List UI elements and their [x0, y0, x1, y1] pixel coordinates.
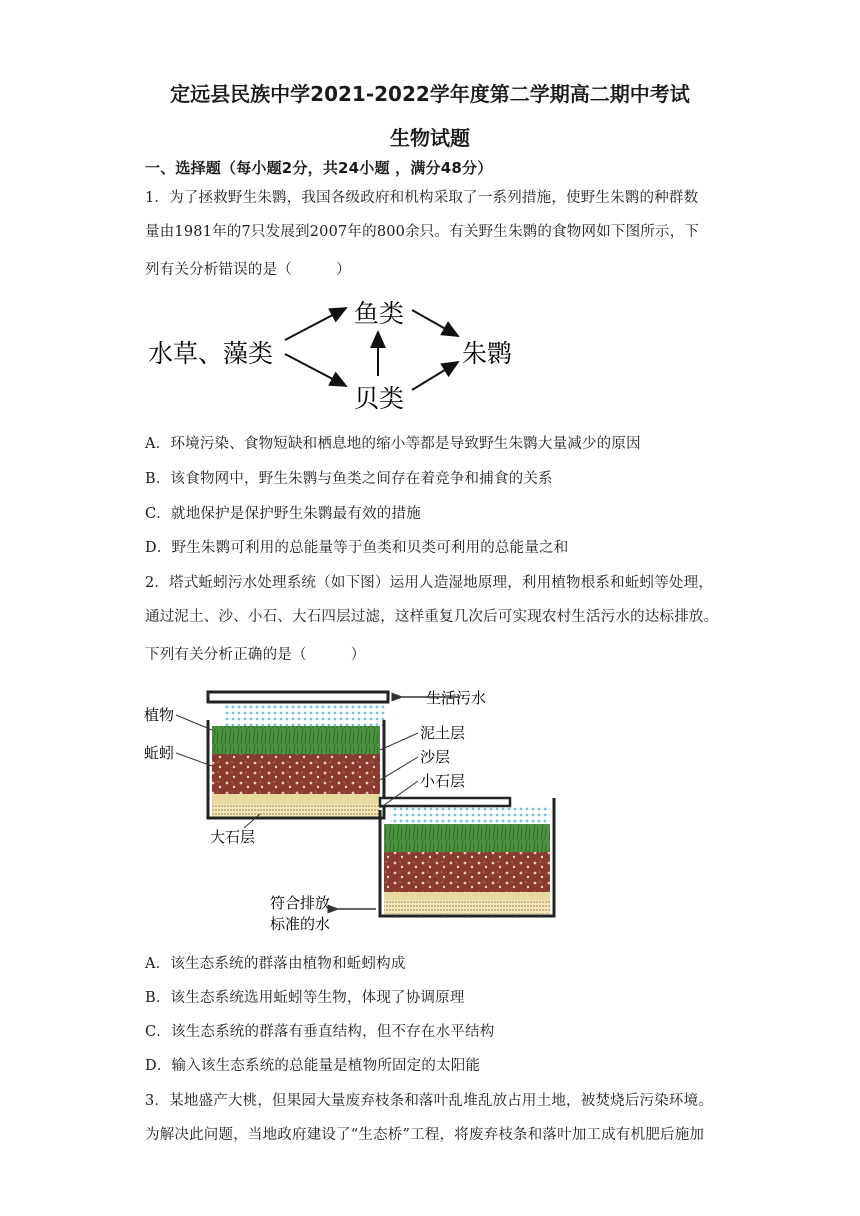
- q1-option-c: C．就地保护是保护野生朱鹮最有效的措施: [145, 506, 421, 522]
- q1-stem-line1: 1．为了拯救野生朱鹮，我国各级政府和机构采取了一系列措施，使野生朱鹮的种群数: [145, 190, 699, 206]
- label-soil: 泥土层: [420, 724, 466, 742]
- node-ibis: 朱鹮: [462, 339, 513, 368]
- arrow-producer-fish: [285, 308, 346, 340]
- q2-option-c: C．该生态系统的群落有垂直结构，但不存在水平结构: [145, 1024, 495, 1040]
- q2-option-a: A．该生态系统的群落由植物和蚯蚓构成: [145, 956, 406, 972]
- q2-stem-line1: 2．塔式蚯蚓污水处理系统（如下图）运用人造湿地原理，利用植物根系和蚯蚓等处理，: [145, 575, 714, 591]
- node-producer: 水草、藻类: [148, 339, 274, 368]
- q1-stem-line2: 量由1981年的7只发展到2007年的800余只。有关野生朱鹮的食物网如下图所示，下: [145, 224, 700, 240]
- q2-stem-line3: 下列有关分析正确的是（ ）: [145, 647, 366, 663]
- q2-stem-line2: 通过泥土、沙、小石、大石四层过滤，这样重复几次后可实现农村生活污水的达标排放。: [145, 609, 719, 625]
- sewage-pipe: [208, 692, 388, 702]
- q1-option-a: A．环境污染、食物短缺和栖息地的缩小等都是导致野生朱鹮大量减少的原因: [145, 436, 641, 452]
- q2-option-d: D．输入该生态系统的总能量是植物所固定的太阳能: [145, 1058, 481, 1074]
- section-heading: 一、选择题（每小题2分，共24小题 ，满分48分）: [145, 159, 493, 177]
- q1-option-d: D．野生朱鹮可利用的总能量等于鱼类和贝类可利用的总能量之和: [145, 540, 569, 556]
- label-stone: 大石层: [210, 828, 256, 846]
- q3-stem-line1: 3．某地盛产大桃，但果园大量废弃枝条和落叶乱堆乱放占用土地，被焚烧后污染环境。: [145, 1093, 714, 1109]
- arrow-shellfish-ibis: [412, 362, 458, 390]
- q1-option-b: B．该食物网中，野生朱鹮与鱼类之间存在着竞争和捕食的关系: [145, 471, 553, 487]
- arrow-fish-ibis: [412, 310, 458, 336]
- label-sewage: 生活污水: [426, 689, 487, 707]
- label-output-2: 标准的水: [270, 915, 331, 933]
- node-fish: 鱼类: [354, 299, 405, 328]
- food-web-diagram: [140, 290, 540, 420]
- exam-title: 定远县民族中学2021-2022学年度第二学期高二期中考试: [170, 82, 690, 106]
- label-sand: 沙层: [420, 748, 451, 766]
- q2-option-b: B．该生态系统选用蚯蚓等生物，体现了协调原理: [145, 990, 465, 1006]
- node-shellfish: 贝类: [354, 384, 405, 413]
- q3-stem-line2: 为解决此问题，当地政府建设了“生态桥”工程，将废弃枝条和落叶加工成有机肥后施加: [145, 1127, 705, 1143]
- q1-stem-line3: 列有关分析错误的是（ ）: [145, 262, 351, 278]
- upper-tank: [208, 720, 384, 818]
- label-earthworm: 蚯蚓: [144, 744, 175, 762]
- label-output-1: 符合排放: [270, 894, 331, 912]
- arrow-producer-shellfish: [285, 354, 346, 386]
- exam-subtitle: 生物试题: [390, 126, 470, 150]
- label-pebble: 小石层: [420, 772, 466, 790]
- earthworm-treatment-diagram: [140, 680, 560, 940]
- label-plant: 植物: [144, 706, 175, 724]
